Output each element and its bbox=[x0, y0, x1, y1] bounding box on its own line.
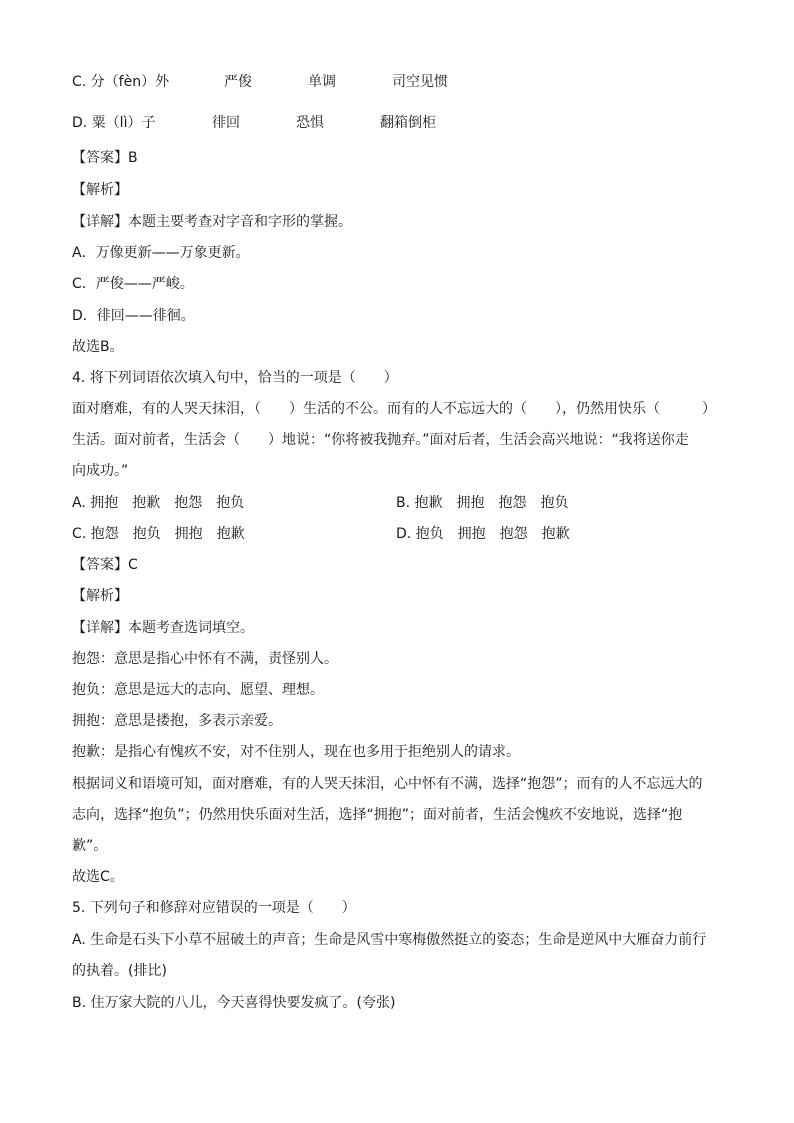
q3-option-c-word-3: 单调 bbox=[308, 74, 336, 90]
q3-analysis-heading: 【解析】 bbox=[72, 182, 128, 198]
q3-fix-c: C．严俊——严峻。 bbox=[72, 276, 194, 292]
q4-reasoning-line: 志向，选择“抱负”；仍然用快乐面对生活，选择“拥抱”；面对前者，生活会愧疚不安地说，选择“抱 bbox=[72, 807, 683, 823]
q4-answer: 【答案】C bbox=[72, 557, 138, 573]
q4-reasoning-line: 根据词义和语境可知，面对磨难，有的人哭天抹泪，心中怀有不满，选择“抱怨”；而有的人不忘远大的 bbox=[72, 776, 703, 792]
q5-option-a-line: 的执着。(排比) bbox=[72, 963, 167, 979]
q4-passage-line: 向成功。” bbox=[72, 463, 129, 479]
q4-option-a: A. 拥抱 抱歉 抱怨 抱负 bbox=[72, 495, 245, 511]
q4-definition: 拥抱：意思是搂抱，多表示亲爱。 bbox=[72, 713, 282, 729]
q4-passage-line: 生活。面对前者，生活会（ ）地说：“你将被我抛弃。”面对后者，生活会高兴地说：“我将送你走 bbox=[72, 432, 689, 448]
q3-option-d-label: D. 粟（lì）子 bbox=[72, 115, 156, 131]
q4-detail: 【详解】本题考查选词填空。 bbox=[72, 620, 254, 636]
q4-conclusion: 故选C。 bbox=[72, 869, 124, 885]
q3-detail: 【详解】本题主要考查对字音和字形的掌握。 bbox=[72, 214, 352, 230]
q3-option-c-label: C. 分（fèn）外 bbox=[72, 74, 170, 90]
q4-option-c: C. 抱怨 抱负 拥抱 抱歉 bbox=[72, 526, 245, 542]
q4-option-d: D. 抱负 拥抱 抱怨 抱歉 bbox=[396, 526, 570, 542]
q3-conclusion: 故选B。 bbox=[72, 339, 124, 355]
q4-definition: 抱怨：意思是指心中怀有不满，责怪别人。 bbox=[72, 651, 338, 667]
q3-option-d-word-4: 翻箱倒柜 bbox=[380, 115, 436, 131]
q4-passage-line: 面对磨难，有的人哭天抹泪，（ ）生活的不公。而有的人不忘远大的（ ），仍然用快乐（ ） bbox=[72, 401, 716, 417]
q3-option-d-word-2: 徘回 bbox=[212, 115, 240, 131]
q4-option-b: B. 抱歉 拥抱 抱怨 抱负 bbox=[396, 495, 569, 511]
q4-reasoning-line: 歉”。 bbox=[72, 838, 108, 854]
q4-analysis-heading: 【解析】 bbox=[72, 588, 128, 604]
q3-fix-d: D．徘回——徘徊。 bbox=[72, 308, 195, 324]
q5-option-a-line: A. 生命是石头下小草不屈破土的声音；生命是风雪中寒梅傲然挺立的姿态；生命是逆风中大雁奋力前行 bbox=[72, 932, 707, 948]
q4-stem: 4. 将下列词语依次填入句中，恰当的一项是（ ） bbox=[72, 370, 398, 386]
q3-fix-a: A．万像更新——万象更新。 bbox=[72, 245, 250, 261]
q5-option-b: B. 住万家大院的八儿，今天喜得快要发疯了。(夸张) bbox=[72, 995, 396, 1011]
q4-definition: 抱负：意思是远大的志向、愿望、理想。 bbox=[72, 682, 324, 698]
q3-option-d-word-3: 恐惧 bbox=[296, 115, 324, 131]
q5-stem: 5. 下列句子和修辞对应错误的一项是（ ） bbox=[72, 900, 356, 916]
q3-answer: 【答案】B bbox=[72, 150, 138, 166]
q3-option-c-word-4: 司空见惯 bbox=[392, 74, 448, 90]
q4-definition: 抱歉：是指心有愧疚不安，对不住别人，现在也多用于拒绝别人的请求。 bbox=[72, 744, 520, 760]
q3-option-c-word-2: 严俊 bbox=[224, 74, 252, 90]
